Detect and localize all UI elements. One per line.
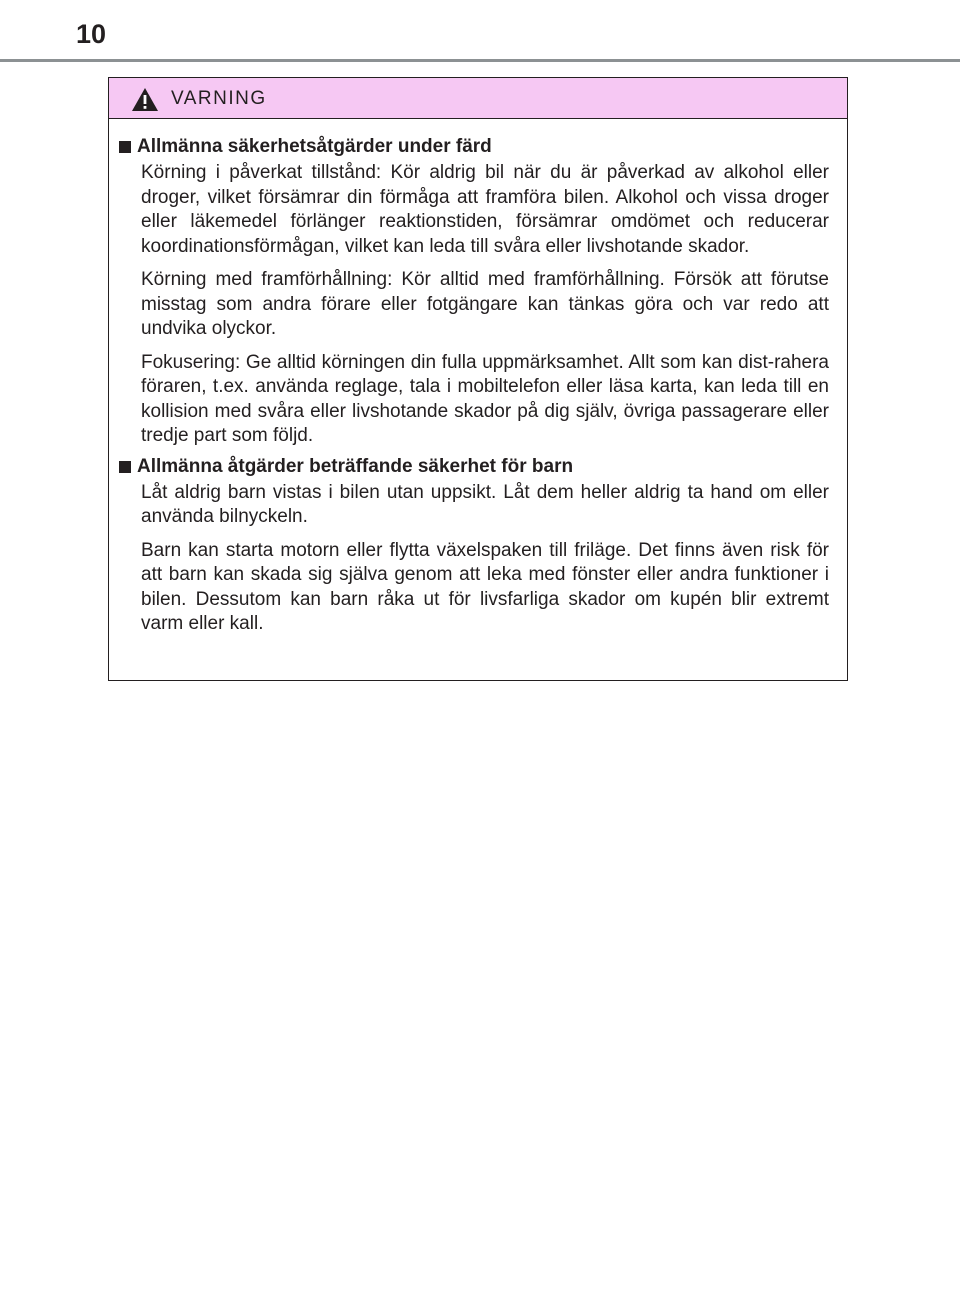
warning-title: VARNING: [171, 88, 267, 109]
paragraph-children-risks: Barn kan starta motorn eller flytta växelspaken till friläge. Det finns även risk för att barn kan skada sig själva genom att leka med fönster eller andra funktioner i bilen. Dessutom kan barn råka ut för livsfarliga skador om kupén blir extremt varm eller kall.: [141, 539, 829, 634]
warning-triangle-icon: [131, 87, 159, 112]
page-number: 10: [76, 19, 107, 49]
section-heading-text: Allmänna säkerhetsåtgärder under färd: [137, 136, 492, 157]
section-heading-driving-safety: [119, 135, 829, 159]
paragraph-children-unattended: Låt aldrig barn vistas i bilen utan uppsikt. Låt dem heller aldrig ta hand om eller använda bilnyckeln.: [141, 481, 829, 527]
section-heading-child-safety: [119, 455, 829, 479]
paragraph-impaired-driving: Körning i påverkat tillstånd: Kör aldrig bil när du är påverkad av alkohol eller droger, vilket försämrar din förmåga att framföra bilen. Alkohol och vissa droger eller läkemedel förlänger reaktionstiden, försämrar omdömet och reducerar koordinationsförmågan, vilket kan leda till svåra eller livshotande skador.: [141, 162, 829, 257]
header-rule: [0, 59, 960, 62]
warning-content: [109, 119, 847, 637]
paragraph-defensive-driving: Körning med framförhållning: Kör alltid med framförhållning. Försök att förutse misstag som andra förare eller fotgängare kan tänkas göra och var redo att undvika olyckor.: [141, 269, 829, 339]
square-bullet-icon: [119, 141, 131, 153]
warning-box: [108, 77, 848, 681]
square-bullet-icon: [119, 461, 131, 473]
warning-header: [109, 78, 847, 119]
paragraph-focus: Fokusering: Ge alltid körningen din fulla uppmärksamhet. Allt som kan dist-rahera föraren, t.ex. använda reglage, tala i mobiltelefon eller läsa karta, kan leda till en kollision med svåra eller livshotande skador på dig själv, övriga passagerare eller tredje part som följd.: [141, 351, 829, 446]
section-heading-text: Allmänna åtgärder beträffande säkerhet för barn: [137, 455, 574, 477]
